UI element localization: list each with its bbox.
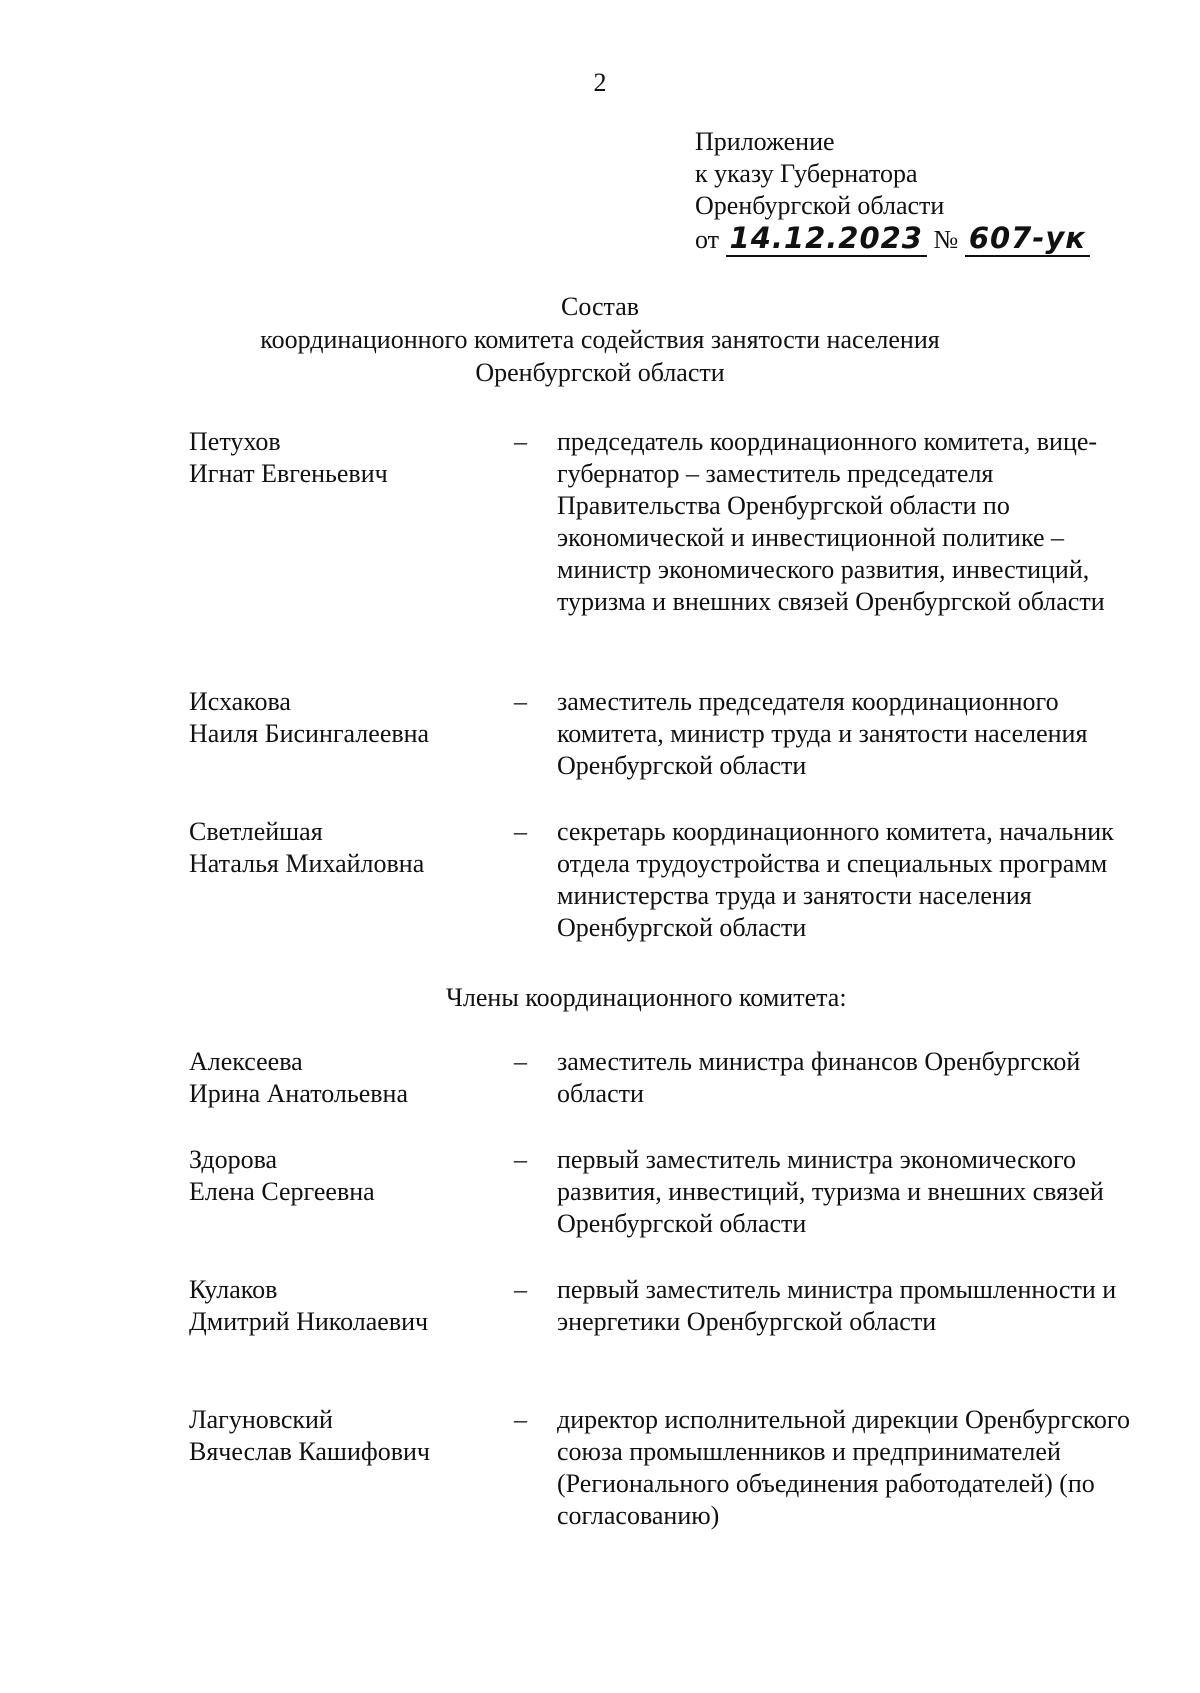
- document-title: [0, 290, 1200, 389]
- given-names: Наталья Михайловна: [189, 849, 425, 878]
- position-description: первый заместитель министра экономического развития, инвестиций, туризма и внешних связей Оренбургской области: [557, 1145, 1104, 1238]
- position-description: председатель координационного комитета, вице-губернатор – заместитель председателя Правительства Оренбургской области по экономической и инвестиционной политике – министр экономического развития, инвестиций, туризма и внешних связей Оренбургской области: [557, 427, 1105, 616]
- handwritten-number: 607-ук: [965, 221, 1090, 257]
- dash-separator: –: [514, 427, 527, 456]
- position-description: заместитель председателя координационного комитета, министр труда и занятости населения Оренбургской области: [557, 687, 1088, 780]
- surname: Алексеева: [189, 1047, 303, 1076]
- person-name: [189, 816, 509, 880]
- title-line-3: Оренбургской области: [475, 358, 725, 387]
- surname: Здорова: [189, 1145, 278, 1174]
- surname: Кулаков: [189, 1275, 278, 1304]
- given-names: Ирина Анатольевна: [189, 1079, 408, 1108]
- person-name: [189, 426, 509, 490]
- title-line-1: Состав: [560, 292, 640, 321]
- handwritten-date: 14.12.2023: [726, 221, 927, 257]
- position-description: директор исполнительной дирекции Оренбургского союза промышленников и предпринимателей (Регионального объединения работодателей) (по согласованию): [557, 1405, 1130, 1530]
- person-name: [189, 1046, 509, 1110]
- appendix-line-1: Приложение: [695, 127, 835, 156]
- appendix-date-line: [695, 222, 1090, 256]
- dash-separator: –: [514, 687, 527, 716]
- person-name: [189, 1144, 509, 1208]
- appendix-line-2: к указу Губернатора: [695, 159, 918, 188]
- position-description: первый заместитель министра промышленности и энергетики Оренбургской области: [557, 1275, 1117, 1336]
- person-name: [189, 1404, 509, 1468]
- given-names: Наиля Бисингалеевна: [189, 719, 430, 748]
- surname: Лагуновский: [189, 1405, 333, 1434]
- position-description: заместитель министра финансов Оренбургской области: [557, 1047, 1081, 1108]
- surname: Петухов: [189, 427, 281, 456]
- number-prefix: №: [933, 225, 959, 254]
- title-line-2: координационного комитета содействия занятости населения: [260, 325, 940, 354]
- dash-separator: –: [514, 1047, 527, 1076]
- appendix-block: [695, 126, 1090, 256]
- given-names: Вячеслав Кашифович: [189, 1437, 430, 1466]
- position-description: секретарь координационного комитета, начальник отдела трудоустройства и специальных программ министерства труда и занятости населения Оренбургской области: [557, 817, 1114, 942]
- appendix-line-3: Оренбургской области: [695, 191, 945, 220]
- members-heading: Члены координационного комитета:: [446, 983, 847, 1012]
- given-names: Дмитрий Николаевич: [189, 1307, 429, 1336]
- dash-separator: –: [514, 817, 527, 846]
- date-prefix: от: [695, 225, 720, 254]
- given-names: Игнат Евгеньевич: [189, 459, 388, 488]
- surname: Светлейшая: [189, 817, 323, 846]
- dash-separator: –: [514, 1275, 527, 1304]
- given-names: Елена Сергеевна: [189, 1177, 375, 1206]
- person-name: [189, 686, 509, 750]
- dash-separator: –: [514, 1405, 527, 1434]
- surname: Исхакова: [189, 687, 291, 716]
- dash-separator: –: [514, 1145, 527, 1174]
- page-number: 2: [593, 68, 607, 97]
- person-name: [189, 1274, 509, 1338]
